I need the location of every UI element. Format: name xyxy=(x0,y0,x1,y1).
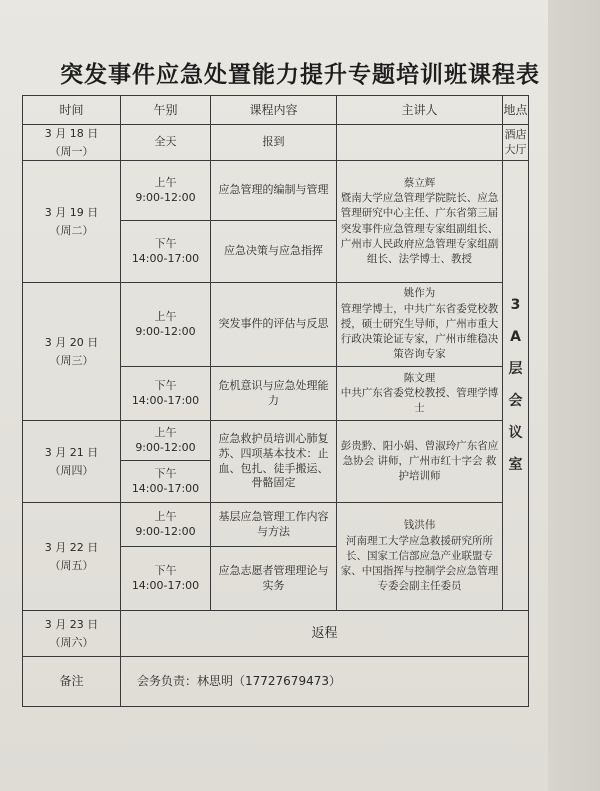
venue-main: 3 A 层 会 议 室 xyxy=(508,297,523,473)
course-cell: 危机意识与应急处理能力 xyxy=(211,367,337,421)
table-row xyxy=(23,611,529,657)
date-cell: 3 月 19 日 （周二） xyxy=(23,161,121,283)
header-row xyxy=(23,96,529,125)
period-cell: 下午 14:00-17:00 xyxy=(121,367,211,421)
header-content: 课程内容 xyxy=(211,96,337,125)
speaker-cell: 姚作为 管理学博士，中共广东省委党校教授，硕士研究生导师，广州市重大行政决策论证专家，广州市维稳决策咨询专家 xyxy=(337,283,503,367)
table-row xyxy=(23,421,529,461)
header-time: 时间 xyxy=(23,96,121,125)
date-cell: 3 月 21 日 （周四） xyxy=(23,421,121,503)
page-title: 突发事件应急处置能力提升专题培训班课程表 xyxy=(60,61,540,88)
table-row xyxy=(23,503,529,547)
period-cell: 上午 9:00-12:00 xyxy=(121,283,211,367)
course-cell: 应急志愿者管理理论与实务 xyxy=(211,547,337,611)
speaker-cell: 蔡立辉 暨南大学应急管理学院院长、应急管理研究中心主任、广东省第三届突发事件应急管理专家组副组长、广州市人民政府应急管理专家组副组长、法学博士、教授 xyxy=(337,161,503,283)
period-cell: 全天 xyxy=(121,125,211,161)
speaker-cell xyxy=(337,125,503,161)
date-cell: 3 月 18 日 （周一） xyxy=(23,125,121,161)
period-cell: 下午 14:00-17:00 xyxy=(121,461,211,503)
course-cell: 应急管理的编制与管理 xyxy=(211,161,337,221)
venue-cell xyxy=(503,161,529,611)
page-edge-shadow xyxy=(548,0,600,791)
course-cell: 报到 xyxy=(211,125,337,161)
table-row xyxy=(23,283,529,367)
course-cell: 应急救护员培训心肺复苏、四项基本技术：止血、包扎、徒手搬运、骨骼固定 xyxy=(211,421,337,503)
date-cell: 3 月 20 日 （周三） xyxy=(23,283,121,421)
course-cell: 应急决策与应急指挥 xyxy=(211,221,337,283)
speaker-cell: 彭贵黔、阳小娟、曾淑玲广东省应急协会 讲师，广州市红十字会 救护培训师 xyxy=(337,421,503,503)
course-cell: 突发事件的评估与反思 xyxy=(211,283,337,367)
period-cell: 上午 9:00-12:00 xyxy=(121,503,211,547)
speaker-cell: 钱洪伟 河南理工大学应急救援研究所所长、国家工信部应急产业联盟专家、中国指挥与控制学会应急管理专委会副主任委员 xyxy=(337,503,503,611)
notes-row xyxy=(23,657,529,707)
period-cell: 下午 14:00-17:00 xyxy=(121,547,211,611)
return-cell: 返程 xyxy=(121,611,529,657)
table-row xyxy=(23,125,529,161)
period-cell: 下午 14:00-17:00 xyxy=(121,221,211,283)
course-schedule-table xyxy=(22,95,529,707)
date-cell: 3 月 22 日 （周五） xyxy=(23,503,121,611)
speaker-cell: 陈文理 中共广东省委党校教授、管理学博士 xyxy=(337,367,503,421)
header-speaker: 主讲人 xyxy=(337,96,503,125)
notes-label: 备注 xyxy=(23,657,121,707)
venue-cell: 酒店大厅 xyxy=(503,125,529,161)
period-cell: 上午 9:00-12:00 xyxy=(121,421,211,461)
notes-text: 会务负责：林思明（17727679473） xyxy=(121,657,529,707)
table-row xyxy=(23,161,529,221)
period-cell: 上午 9:00-12:00 xyxy=(121,161,211,221)
header-period: 午别 xyxy=(121,96,211,125)
date-cell: 3 月 23 日 （周六） xyxy=(23,611,121,657)
course-cell: 基层应急管理工作内容与方法 xyxy=(211,503,337,547)
header-venue: 地点 xyxy=(503,96,529,125)
